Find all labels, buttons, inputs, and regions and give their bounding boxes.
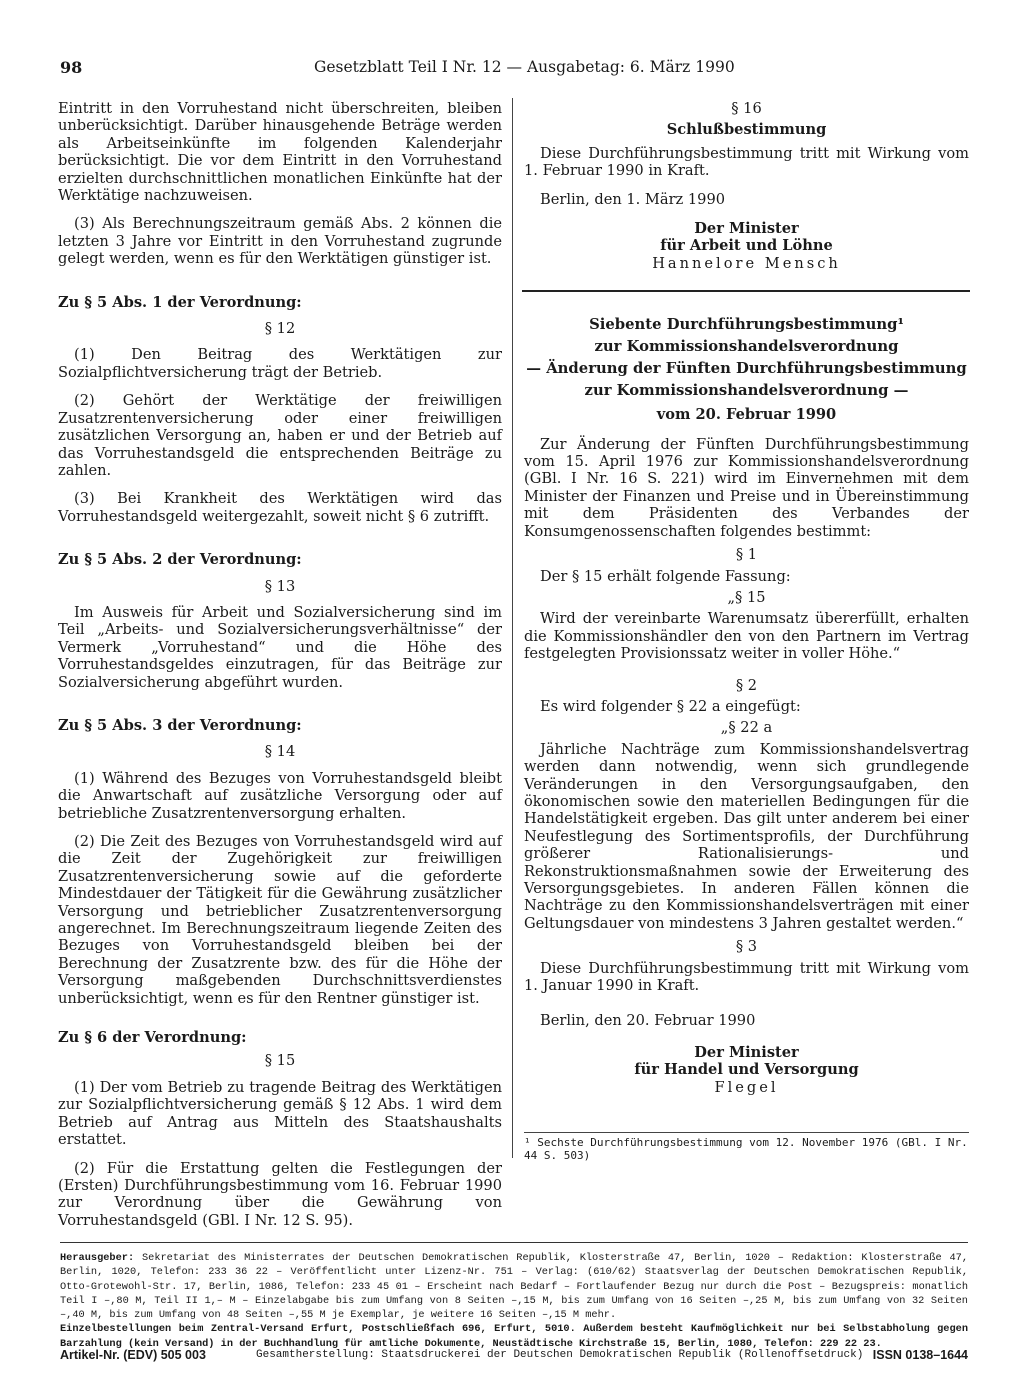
- section-title: Schlußbestimmung: [666, 121, 827, 139]
- place-date: Berlin, den 20. Februar 1990: [540, 1012, 756, 1030]
- title-line: — Änderung der Fünften Durchführungsbestimmung: [526, 360, 967, 378]
- signatory-name: Hannelore Mensch: [652, 254, 841, 272]
- imprint-text: Sekretariat des Ministerrates der Deutschen Demokratischen Republik, Klosterstraße 47, Berlin, 1020 – Redaktion: Klosterstraße 47, Berlin, 1020, Telefon: 233 36 22 – Veröffentlicht unter Lizenz-Nr. 751 – Verlag: (610/62) Staatsverlag der Deutschen Demokratischen Republik, Otto-Grotewohl-Str. 17, Berlin, 1086, Telefon: 233 45 01 – Erscheint nach Bedarf – Fortlaufender Bezug nur durch die Post – Bezugspreis: monatlich Teil I –,80 M, Teil II 1,– M – Einzelabgabe bis zum Umfang von 8 Seiten –,15 M, bis zum Umfang von 16 Seiten –,25 M, bis zum Umfang von 32 Seiten –,40 M, bis zum Umfang von 48 Seiten –,55 M je Exemplar, je weitere 16 Seiten –,15 M mehr.: [60, 1252, 968, 1322]
- section-number: § 1: [735, 546, 758, 564]
- section-number: § 2: [735, 676, 758, 694]
- section-rule: [522, 290, 970, 292]
- paragraph: Zur Änderung der Fünften Durchführungsbestimmung vom 15. April 1976 zur Kommissionshandelsverordnung (GBl. I Nr. 16 S. 221) wird im Einvernehmen mit dem Minister der Finanzen und Preise und in Übereinstimmung mit dem Präsidenten des Verbandes der Konsumgenossenschaften folgendes bestimmt:: [524, 435, 969, 540]
- left-column: [58, 100, 502, 1229]
- paragraph: Jährliche Nachträge zum Kommissionshandelsvertrag werden dann notwendig, wenn sich grundlegende Veränderungen in den Versorgungsaufgaben, den ökonomischen sowie den materiellen Bedingungen für die Handelstätigkeit ergeben. Das gilt unter anderem bei einer Neufestlegung des Sortimentsprofils, der Durchführung größerer Rationalisierungs- und Rekonstruktionsmaßnahmen sowie der Erweiterung des Versorgungsgebietes. In anderen Fällen können die Nachträge zu den Kommissionshandelsverträgen mit einer Geltungsdauer von mindestens 3 Jahren gestaltet werden.“: [524, 740, 969, 932]
- place-date: Berlin, den 1. März 1990: [540, 190, 726, 208]
- paragraph: Wird der vereinbarte Warenumsatz übererfüllt, erhalten die Kommissionshändler den von den Partnern im Vertrag festgelegten Provisionssatz weiter in voller Höhe.“: [524, 610, 969, 663]
- paragraph: Diese Durchführungsbestimmung tritt mit Wirkung vom 1. Januar 1990 in Kraft.: [524, 959, 969, 995]
- section-number: § 14: [264, 743, 296, 761]
- title-date: vom 20. Februar 1990: [656, 406, 837, 424]
- signatory-name: Flegel: [714, 1078, 779, 1096]
- title-line: Siebente Durchführungsbestimmung¹: [589, 316, 904, 334]
- imprint-label: Herausgeber:: [60, 1252, 135, 1264]
- imprint-orders: Einzelbestellungen beim Zentral-Versand Erfurt, Postschließfach 696, Erfurt, 5010. Außerdem besteht Kaufmöglichkeit nur bei Selbstabholung gegen Barzahlung (kein Versand) in der Buchhandlung für amtliche Dokumente, Neustädtische Kirchstraße 15, Berlin, 1080, Telefon: 229 22 23.: [60, 1323, 968, 1350]
- footer-line: [60, 1348, 968, 1364]
- paragraph: Der § 15 erhält folgende Fassung:: [540, 567, 791, 585]
- document-title: [524, 314, 969, 402]
- paragraph: (1) Während des Bezuges von Vorruhestandsgeld bleibt die Anwartschaft auf zusätzliche Versorgung oder auf betriebliche Zusatzrentenversorgung erhalten.: [58, 769, 502, 822]
- right-column: [524, 100, 969, 1096]
- section-heading: Zu § 5 Abs. 3 der Verordnung:: [58, 716, 302, 734]
- section-heading: Zu § 6 der Verordnung:: [58, 1029, 247, 1047]
- section-number: § 13: [264, 577, 296, 595]
- page-header: [60, 58, 972, 82]
- imprint-publisher: [60, 1251, 968, 1322]
- quoted-section-number: „§ 15: [727, 588, 766, 606]
- page-number: 98: [60, 58, 83, 77]
- paragraph: (3) Als Berechnungszeitraum gemäß Abs. 2 können die letzten 3 Jahre vor Eintritt in den Vorruhestand zugrunde gelegt werden, wenn es für den Werktätigen günstiger ist.: [58, 215, 502, 268]
- quoted-section-number: „§ 22 a: [720, 719, 773, 737]
- article-number: Artikel-Nr. (EDV) 505 003: [60, 1348, 206, 1362]
- printer-note: Gesamtherstellung: Staatsdruckerei der Deutschen Demokratischen Republik (Rollenoffsetdruck): [256, 1349, 864, 1361]
- paragraph: (3) Bei Krankheit des Werktätigen wird das Vorruhestandsgeld weitergezahlt, soweit nicht § 6 zutrifft.: [58, 490, 502, 525]
- signatory-title: für Handel und Versorgung: [634, 1061, 859, 1079]
- title-line: zur Kommissionshandelsverordnung: [594, 338, 899, 356]
- paragraph: (2) Die Zeit des Bezuges von Vorruhestandsgeld wird auf die Zeit der Zugehörigkeit zur freiwilligen Zusatzrentenversicherung sowie auf die geforderte Mindestdauer der Tätigkeit für die Gewährung zusätzlicher Versorgung und betrieblicher Zusatzrentenversorgung angerechnet. Im Berechnungszeitraum liegende Zeiten des Bezuges von Vorruhestandsgeld bleiben bei der Berechnung der Zusatzrente bzw. des für die Höhe der Versorgung maßgebenden Durchschnittsverdienstes unberücksichtigt, wenn es für den Rentner günstiger ist.: [58, 833, 502, 1007]
- header-title: Gesetzblatt Teil I Nr. 12 — Ausgabetag: 6. März 1990: [314, 58, 735, 76]
- issn: ISSN 0138–1644: [872, 1348, 968, 1362]
- section-heading: Zu § 5 Abs. 1 der Verordnung:: [58, 293, 302, 311]
- signatory-title: für Arbeit und Löhne: [660, 237, 833, 255]
- section-number: § 15: [264, 1052, 296, 1070]
- signatory-title: Der Minister: [694, 220, 799, 238]
- paragraph: Es wird folgender § 22 a eingefügt:: [540, 697, 801, 715]
- paragraph: Diese Durchführungsbestimmung tritt mit Wirkung vom 1. Februar 1990 in Kraft.: [524, 144, 969, 180]
- column-divider: [512, 98, 513, 1158]
- section-heading: Zu § 5 Abs. 2 der Verordnung:: [58, 551, 302, 569]
- paragraph: (2) Gehört der Werktätige der freiwilligen Zusatzrentenversicherung oder einer freiwilligen zusätzlichen Versorgung an, haben er und der Betrieb auf das Vorruhestandsgeld die entsprechenden Beiträge zu zahlen.: [58, 392, 502, 479]
- paragraph: (1) Den Beitrag des Werktätigen zur Sozialpflichtversicherung trägt der Betrieb.: [58, 346, 502, 381]
- title-line: zur Kommissionshandelsverordnung —: [584, 382, 909, 400]
- paragraph: (2) Für die Erstattung gelten die Festlegungen der (Ersten) Durchführungsbestimmung vom 16. Februar 1990 zur Verordnung über die Gewährung von Vorruhestandsgeld (GBl. I Nr. 12 S. 95).: [58, 1159, 502, 1229]
- footnote: ¹ Sechste Durchführungsbestimmung vom 12. November 1976 (GBl. I Nr. 44 S. 503): [524, 1132, 969, 1162]
- paragraph: Eintritt in den Vorruhestand nicht überschreiten, bleiben unberücksichtigt. Darüber hinausgehende Beträge werden als Arbeitseinkünfte im folgenden Kalenderjahr berücksichtigt. Die vor dem Eintritt in den Vorruhestand erzielten durchschnittlichen monatlichen Einkünfte hat der Werktätige nachzuweisen.: [58, 100, 502, 205]
- signatory-title: Der Minister: [694, 1043, 799, 1061]
- section-number: § 16: [731, 100, 762, 117]
- section-number: § 12: [264, 320, 296, 338]
- imprint: [60, 1242, 968, 1351]
- paragraph: (1) Der vom Betrieb zu tragende Beitrag des Werktätigen zur Sozialpflichtversicherung gemäß § 12 Abs. 1 wird dem Betrieb auf Antrag aus Mitteln des Staatshaushalts erstattet.: [58, 1078, 502, 1149]
- paragraph: Im Ausweis für Arbeit und Sozialversicherung sind im Teil „Arbeits- und Sozialversicherungsverhältnisse“ der Vermerk „Vorruhestand“ und die Höhe des Vorruhestandsgeldes einzutragen, für das Beiträge zur Sozialversicherung abgeführt wurden.: [58, 603, 502, 691]
- section-number: § 3: [735, 938, 758, 956]
